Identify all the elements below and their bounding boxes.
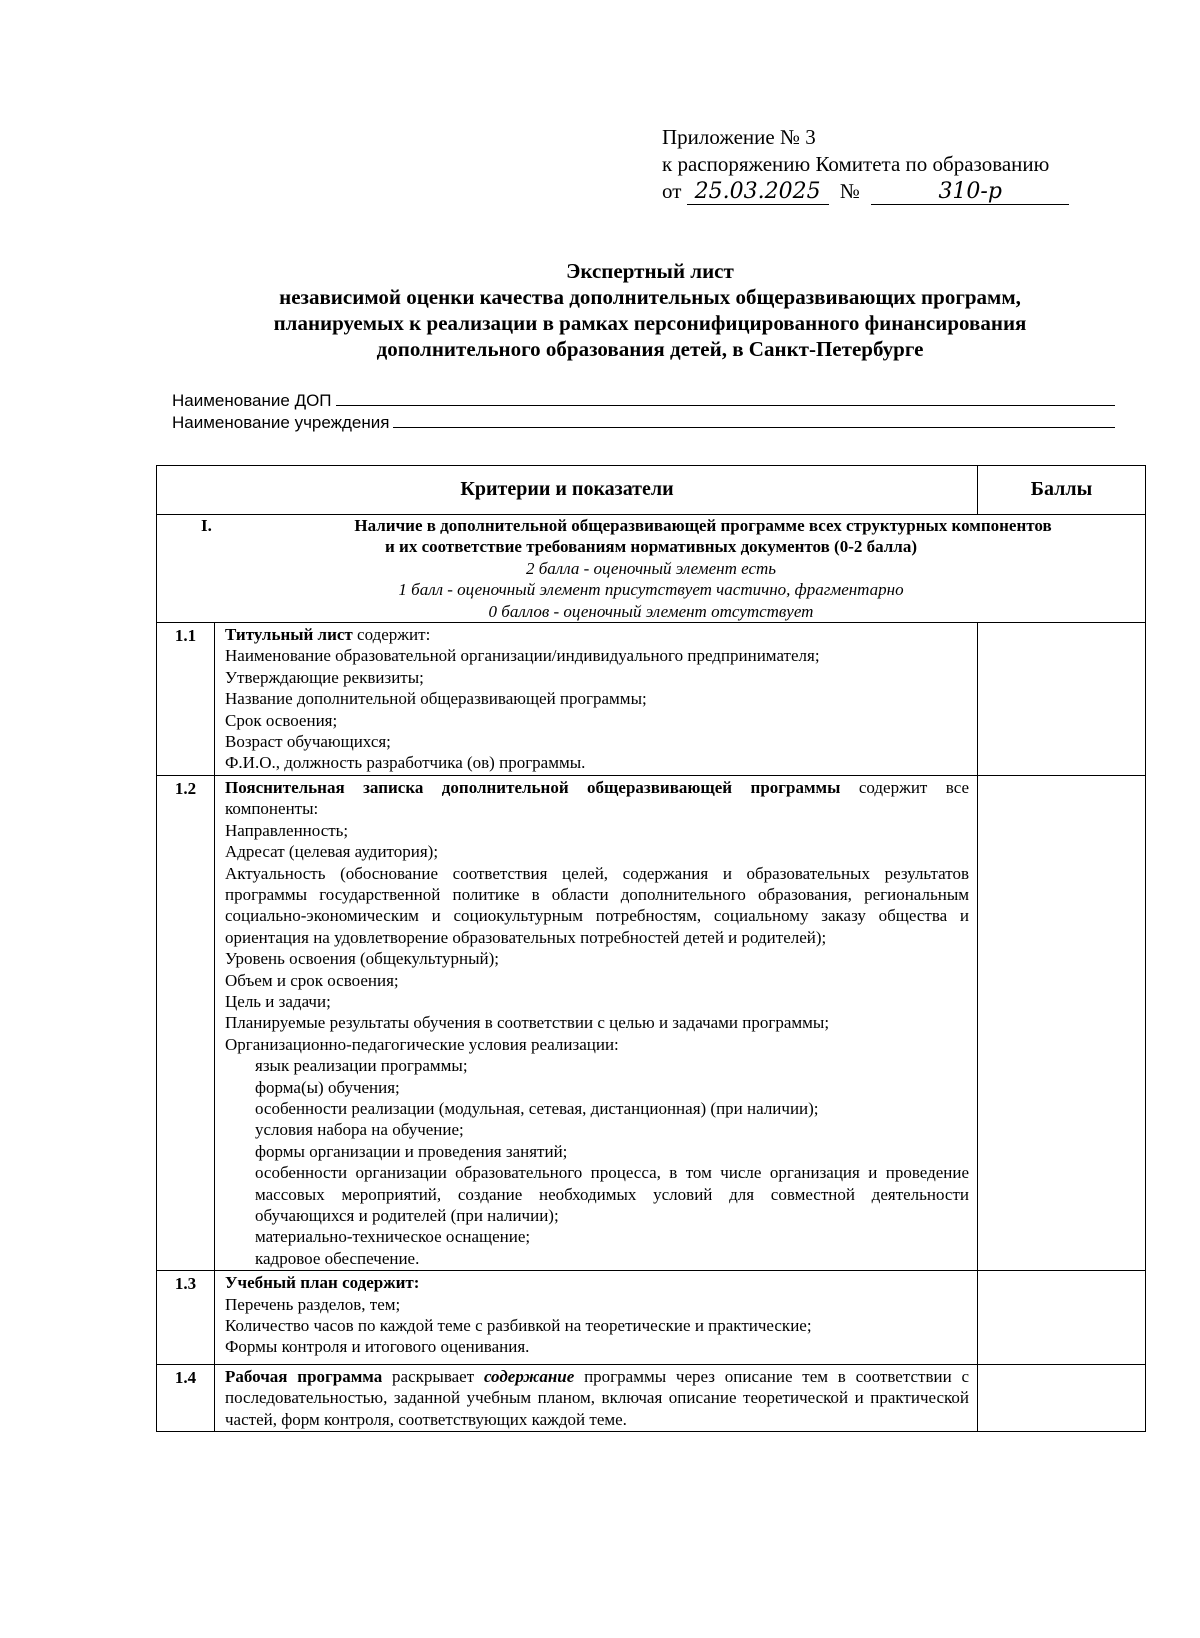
list-item: Объем и срок освоения; xyxy=(225,970,399,990)
list-item: Организационно-педагогические условия реализации: xyxy=(225,1034,619,1054)
row-content xyxy=(215,623,978,776)
points-cell[interactable] xyxy=(978,775,1146,1270)
sub-list-item: язык реализации программы; xyxy=(255,1056,468,1076)
scoring-note-2: 2 балла - оценочный элемент есть xyxy=(525,558,777,578)
row-head-bold: Пояснительная записка дополнительной общеразвивающей программы xyxy=(225,777,841,797)
title-line-2: независимой оценки качества дополнительных общеразвивающих программ, xyxy=(279,285,1021,309)
points-header: Баллы xyxy=(978,466,1146,515)
appendix-date-number-line xyxy=(662,178,1069,205)
order-date: 25.03.2025 xyxy=(687,180,829,205)
points-cell[interactable] xyxy=(978,1271,1146,1365)
table-header-row xyxy=(157,466,1146,515)
section-1-header xyxy=(157,515,1146,623)
org-name-field xyxy=(172,412,1115,434)
table-row xyxy=(157,775,1146,1270)
title-line-4: дополнительного образования детей, в Санкт-Петербурге xyxy=(376,337,924,361)
row-head-bold: Рабочая программа xyxy=(225,1366,383,1386)
dop-name-blank[interactable] xyxy=(336,390,1115,406)
section-row xyxy=(157,515,1146,623)
table-row xyxy=(157,1271,1146,1365)
row-number: 1.3 xyxy=(157,1271,215,1365)
points-cell[interactable] xyxy=(978,623,1146,776)
order-number: 310-р xyxy=(871,180,1069,205)
row-head-rest: содержит все компоненты: xyxy=(225,777,970,819)
row-head-rest: программы через описание тем в соответствии с последовательностью, заданной учебным планом, включая описание теоретической и практической частей, форм контроля, соответствующих каждой теме. xyxy=(225,1366,970,1429)
list-item: Направленность; xyxy=(225,820,349,840)
title-line-1: Экспертный лист xyxy=(566,259,734,283)
list-item: Срок освоения; xyxy=(225,710,338,730)
sub-list-item: материально-техническое оснащение; xyxy=(255,1227,531,1247)
list-item: Возраст обучающихся; xyxy=(225,732,391,752)
appendix-block xyxy=(662,124,1069,205)
org-name-blank[interactable] xyxy=(393,412,1115,428)
table-row xyxy=(157,1364,1146,1431)
section-number: I. xyxy=(201,516,212,535)
criteria-table xyxy=(156,465,1146,1432)
list-item: Планируемые результаты обучения в соответствии с целью и задачами программы; xyxy=(225,1013,830,1033)
list-item: Цель и задачи; xyxy=(225,991,331,1011)
list-item: Утверждающие реквизиты; xyxy=(225,667,424,687)
list-item: Перечень разделов, тем; xyxy=(225,1294,401,1314)
from-label: от xyxy=(662,179,682,203)
row-head-bold: Учебный план содержит: xyxy=(225,1273,420,1293)
list-item: Количество часов по каждой теме с разбивкой на теоретические и практические; xyxy=(225,1316,812,1336)
sub-list-item: особенности организации образовательного процесса, в том числе организация и проведение массовых мероприятий, создание необходимых условий для совместной деятельности обучающихся и родителей (при наличии); xyxy=(255,1163,970,1225)
section-title-line-2: и их соответствие требованиям нормативных документов (0-2 балла) xyxy=(384,537,918,557)
row-head-bold: Титульный лист xyxy=(225,625,353,645)
criteria-header: Критерии и показатели xyxy=(157,466,978,515)
list-item: Формы контроля и итогового оценивания. xyxy=(225,1337,530,1357)
org-name-label: Наименование учреждения xyxy=(172,413,390,432)
list-item: Адресат (целевая аудитория); xyxy=(225,842,439,862)
number-label: № xyxy=(839,179,860,203)
section-title-line-1: Наличие в дополнительной общеразвивающей программе всех структурных компонентов xyxy=(354,516,1052,535)
scoring-note-1: 1 балл - оценочный элемент присутствует частично, фрагментарно xyxy=(398,580,904,600)
list-item: Уровень освоения (общекультурный); xyxy=(225,949,500,969)
scoring-note-0: 0 баллов - оценочный элемент отсутствует xyxy=(488,601,814,621)
title-line-3: планируемых к реализации в рамках персонифицированного финансирования xyxy=(273,311,1027,335)
dop-name-label: Наименование ДОП xyxy=(172,391,332,410)
fill-in-fields xyxy=(172,390,1115,434)
appendix-number: Приложение № 3 xyxy=(662,125,816,149)
dop-name-field xyxy=(172,390,1115,412)
points-cell[interactable] xyxy=(978,1364,1146,1431)
list-item: Актуальность (обоснование соответствия целей, содержания и образовательных результатов программы государственной политике в области дополнительного образования, региональным социально-экономическим и социокультурным потребностям, социальному заказу общества и ориентация на удовлетворение образовательных потребностей детей и родителей); xyxy=(225,863,970,947)
row-content xyxy=(215,775,978,1270)
appendix-order-ref: к распоряжению Комитета по образованию xyxy=(662,152,1050,176)
row-head-rest: содержит: xyxy=(352,625,431,645)
sub-list-item: особенности реализации (модульная, сетевая, дистанционная) (при наличии); xyxy=(255,1098,819,1118)
row-number: 1.4 xyxy=(157,1364,215,1431)
sub-list-item: форма(ы) обучения; xyxy=(255,1077,400,1097)
row-number: 1.2 xyxy=(157,775,215,1270)
row-content xyxy=(215,1271,978,1365)
sub-list-item: условия набора на обучение; xyxy=(255,1120,464,1140)
list-item: Ф.И.О., должность разработчика (ов) программы. xyxy=(225,753,586,773)
list-item: Название дополнительной общеразвивающей программы; xyxy=(225,689,647,709)
row-number: 1.1 xyxy=(157,623,215,776)
row-head-emphasis: содержание xyxy=(483,1366,575,1386)
sub-list-item: кадровое обеспечение. xyxy=(255,1248,420,1268)
sub-list-item: формы организации и проведения занятий; xyxy=(255,1141,568,1161)
row-head-mid: раскрывает xyxy=(382,1366,484,1386)
list-item: Наименование образовательной организации/индивидуального предпринимателя; xyxy=(225,646,820,666)
document-title xyxy=(150,258,1150,362)
row-content xyxy=(215,1364,978,1431)
table-row xyxy=(157,623,1146,776)
